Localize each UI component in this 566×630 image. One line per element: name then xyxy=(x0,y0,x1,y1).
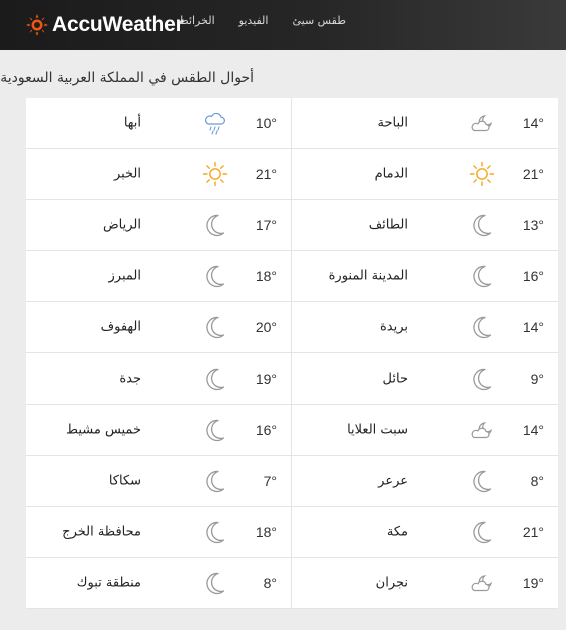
city-name: سكاكا xyxy=(108,473,141,489)
city-list xyxy=(26,98,558,609)
city-temperature: 10° xyxy=(255,115,277,132)
city-temperature: 16° xyxy=(522,268,544,285)
city-row[interactable] xyxy=(26,149,292,200)
city-name: الخبر xyxy=(113,166,141,182)
city-name: عرعر xyxy=(378,473,408,489)
city-row[interactable] xyxy=(292,353,558,404)
city-name: الرياض xyxy=(102,217,141,233)
city-temperature: 18° xyxy=(255,523,277,540)
city-row[interactable] xyxy=(26,251,292,302)
city-temperature: 8° xyxy=(263,574,277,591)
city-temperature: 21° xyxy=(522,166,544,183)
moon-icon xyxy=(201,467,229,495)
moon-icon xyxy=(468,467,496,495)
nav-severe-weather[interactable]: طقس سيئ xyxy=(292,14,346,27)
city-temperature: 19° xyxy=(255,370,277,387)
city-name: الطائف xyxy=(368,217,408,233)
city-name: أبها xyxy=(123,115,141,131)
city-temperature: 14° xyxy=(522,421,544,438)
moon-icon xyxy=(201,416,229,444)
page-title: أحوال الطقس في المملكة العربية السعودية xyxy=(0,70,254,86)
city-row[interactable] xyxy=(26,98,292,149)
city-name: منطقة تبوك xyxy=(76,575,141,591)
city-name: مكة xyxy=(386,524,408,540)
city-temperature: 21° xyxy=(522,523,544,540)
city-row[interactable] xyxy=(292,405,558,456)
moon-icon xyxy=(468,365,496,393)
city-row[interactable] xyxy=(292,302,558,353)
city-temperature: 16° xyxy=(255,421,277,438)
accuweather-logo[interactable] xyxy=(26,9,184,41)
moon-icon xyxy=(468,518,496,546)
moon-icon xyxy=(201,211,229,239)
city-name: الهفوف xyxy=(100,319,141,335)
sun-icon xyxy=(468,160,496,188)
city-row[interactable] xyxy=(26,507,292,558)
cloudy-night-icon xyxy=(468,416,496,444)
city-row[interactable] xyxy=(26,353,292,404)
city-temperature: 13° xyxy=(522,217,544,234)
sun-icon xyxy=(201,160,229,188)
city-name: الباحة xyxy=(377,115,408,131)
moon-icon xyxy=(201,569,229,597)
logo-sun-icon xyxy=(26,14,48,36)
city-temperature: 8° xyxy=(530,472,544,489)
city-name: سبت العلايا xyxy=(347,422,408,438)
city-row[interactable] xyxy=(26,558,292,609)
city-row[interactable] xyxy=(292,456,558,507)
city-temperature: 14° xyxy=(522,319,544,336)
rain-icon xyxy=(201,109,229,137)
city-row[interactable] xyxy=(26,302,292,353)
city-temperature: 9° xyxy=(530,370,544,387)
city-temperature: 17° xyxy=(255,217,277,234)
moon-icon xyxy=(468,313,496,341)
moon-icon xyxy=(201,313,229,341)
city-row[interactable] xyxy=(292,251,558,302)
city-name: الدمام xyxy=(374,166,408,182)
moon-icon xyxy=(468,262,496,290)
city-temperature: 14° xyxy=(522,115,544,132)
city-temperature: 20° xyxy=(255,319,277,336)
city-temperature: 18° xyxy=(255,268,277,285)
nav-video[interactable]: الفيديو xyxy=(238,14,269,27)
city-row[interactable] xyxy=(292,507,558,558)
moon-icon xyxy=(201,518,229,546)
city-name: جدة xyxy=(119,371,141,387)
logo-text: AccuWeather xyxy=(52,13,184,36)
city-name: بريدة xyxy=(379,319,408,335)
city-row[interactable] xyxy=(292,200,558,251)
city-row[interactable] xyxy=(26,405,292,456)
city-name: محافظة الخرج xyxy=(62,524,141,540)
city-row[interactable] xyxy=(26,456,292,507)
nav-maps[interactable]: الخرائط xyxy=(178,14,215,27)
moon-icon xyxy=(468,211,496,239)
city-row[interactable] xyxy=(292,149,558,200)
moon-icon xyxy=(201,365,229,393)
city-row[interactable] xyxy=(26,200,292,251)
city-name: حائل xyxy=(382,371,408,387)
main-nav xyxy=(179,14,347,27)
city-name: المبرز xyxy=(108,268,141,284)
cloudy-night-icon xyxy=(468,109,496,137)
cloudy-night-icon xyxy=(468,569,496,597)
moon-icon xyxy=(201,262,229,290)
city-row[interactable] xyxy=(292,558,558,609)
city-name: خميس مشيط xyxy=(65,422,141,438)
city-temperature: 19° xyxy=(522,574,544,591)
city-name: نجران xyxy=(375,575,408,591)
site-header xyxy=(0,0,566,50)
city-row[interactable] xyxy=(292,98,558,149)
city-name: المدينة المنورة xyxy=(328,268,408,284)
city-temperature: 21° xyxy=(255,166,277,183)
city-temperature: 7° xyxy=(263,472,277,489)
